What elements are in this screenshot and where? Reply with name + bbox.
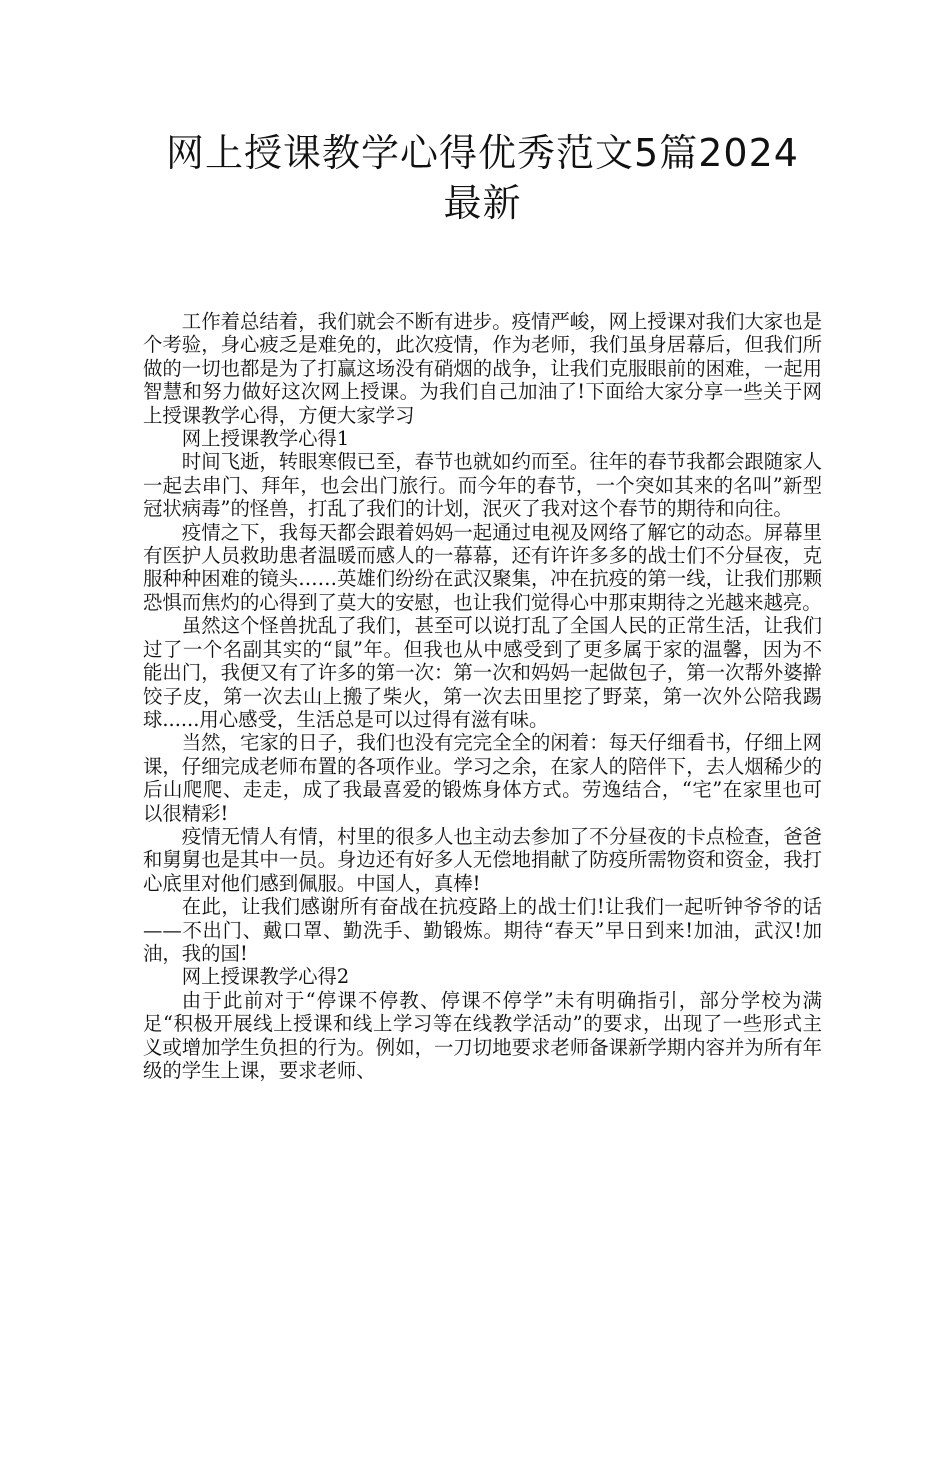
body-paragraph: 时间飞逝，转眼寒假已至，春节也就如约而至。往年的春节我都会跟随家人一起去串门、拜年，也会出门旅行。而今年的春节，一个突如其来的名叫”新型冠状病毒”的怪兽，打乱了我们的计划，泯灭了我对这个春节的期待和向往。: [143, 450, 822, 521]
intro-paragraph: 工作着总结着，我们就会不断有进步。疫情严峻，网上授课对我们大家也是个考验，身心疲乏是难免的，此次疫情，作为老师，我们虽身居幕后，但我们所做的一切也都是为了打赢这场没有硝烟的战争，让我们克服眼前的困难，一起用智慧和努力做好这次网上授课。为我们自己加油了!下面给大家分享一些关于网上授课教学心得，方便大家学习: [143, 310, 822, 427]
document-title: 网上授课教学心得优秀范文5篇2024最新: [166, 131, 799, 225]
body-paragraph: 虽然这个怪兽扰乱了我们，甚至可以说打乱了全国人民的正常生活，让我们过了一个名副其实的“鼠”年。但我也从中感受到了更多属于家的温馨，因为不能出门，我便又有了许多的第一次：第一次和妈妈一起做包子，第一次帮外婆擀饺子皮，第一次去山上搬了柴火，第一次去田里挖了野菜，第一次外公陪我踢球......用心感受，生活总是可以过得有滋有味。: [143, 614, 822, 731]
body-paragraph: 当然，宅家的日子，我们也没有完完全全的闲着：每天仔细看书，仔细上网课，仔细完成老师布置的各项作业。学习之余，在家人的陪伴下，去人烟稀少的后山爬爬、走走，成了我最喜爱的锻炼身体方式。劳逸结合，“宅”在家里也可以很精彩!: [143, 731, 822, 825]
document-page: [0, 128, 950, 1472]
section-heading: 网上授课教学心得2: [181, 965, 350, 989]
body-paragraph: 疫情之下，我每天都会跟着妈妈一起通过电视及网络了解它的动态。屏幕里有医护人员救助患者温暖而感人的一幕幕，还有许许多多的战士们不分昼夜，克服种种困难的镜头……英雄们纷纷在武汉聚集，冲在抗疫的第一线，让我们那颗恐惧而焦灼的心得到了莫大的安慰，也让我们觉得心中那束期待之光越来越亮。: [143, 520, 822, 614]
body-paragraph: 由于此前对于“停课不停教、停课不停学”未有明确指引，部分学校为满足“积极开展线上授课和线上学习等在线教学活动”的要求，出现了一些形式主义或增加学生负担的行为。例如，一刀切地要求老师备课新学期内容并为所有年级的学生上课，要求老师、: [143, 988, 822, 1082]
body-paragraph: 在此，让我们感谢所有奋战在抗疫路上的战士们!让我们一起听钟爷爷的话——不出门、戴口罩、勤洗手、勤锻炼。期待“春天”早日到来!加油，武汉!加油，我的国!: [143, 895, 822, 965]
body-paragraph: 疫情无情人有情，村里的很多人也主动去参加了不分昼夜的卡点检查，爸爸和舅舅也是其中一员。身边还有好多人无偿地捐献了防疫所需物资和资金，我打心底里对他们感到佩服。中国人，真棒!: [143, 824, 822, 895]
document-body: [143, 310, 822, 1082]
section-heading: 网上授课教学心得1: [181, 427, 350, 451]
